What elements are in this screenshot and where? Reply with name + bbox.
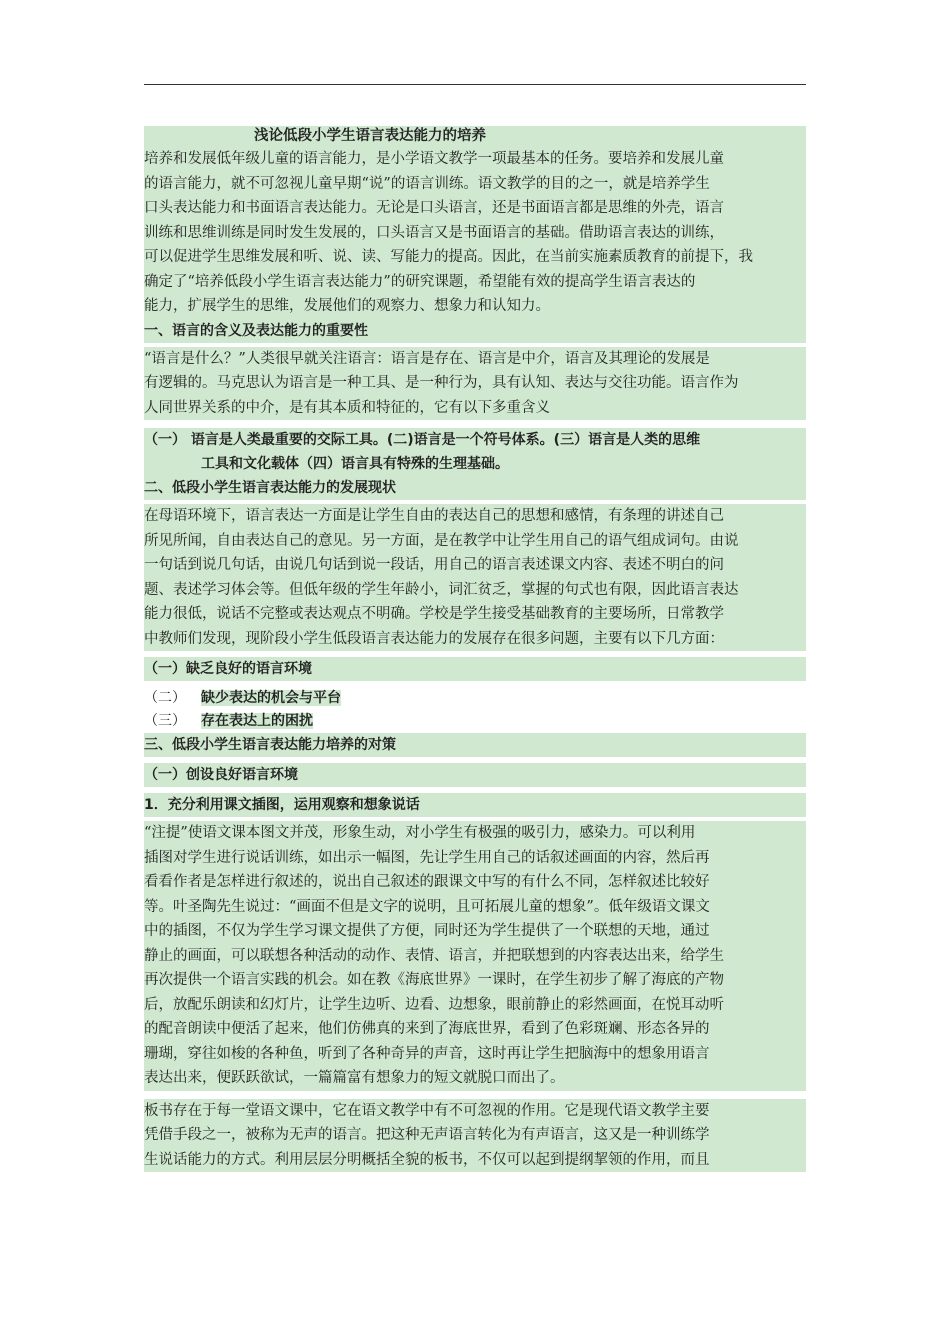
text-line: “语言是什么？”人类很早就关注语言：语言是存在、语言是中介，语言及其理论的发展是 (144, 350, 710, 367)
text-line: “注提”使语文课本图文并茂，形象生动，对小学生有极强的吸引力，感染力。可以利用 (144, 825, 696, 841)
text-line: 能力，扩展学生的思维，发展他们的观察力、想象力和认知力。 (144, 298, 550, 314)
sub-text: 存在表达上的困扰 (201, 713, 313, 729)
document-body (144, 126, 806, 1172)
document-title: 浅论低段小学生语言表达能力的培养 (144, 126, 806, 147)
section3-sub1: （一）创设良好语言环境 (144, 763, 806, 787)
text-line: 题、表述学习体会等。但低年级的学生年龄小，词汇贫乏，掌握的句式也有限，因此语言表达 (144, 581, 739, 598)
section3-heading: 三、低段小学生语言表达能力培养的对策 (144, 733, 806, 757)
section2-sub3 (144, 710, 806, 733)
text-line: 看看作者是怎样进行叙述的，说出自己叙述的跟课文中写的有什么不同，怎样叙述比较好 (144, 874, 710, 890)
text-line: 后，放配乐朗读和幻灯片，让学生边听、边看、边想象，眼前静止的彩然画面，在悦耳动听 (144, 996, 724, 1013)
section3-paragraph1 (144, 821, 806, 1091)
text-line: 口头表达能力和书面语言表达能力。无论是口头语言，还是书面语言都是思维的外壳，语言 (144, 200, 724, 216)
section2-sub1: （一）缺乏良好的语言环境 (144, 657, 806, 681)
text-line: 凭借手段之一，被称为无声的语言。把这种无声语言转化为有声语言，这又是一种训练学 (144, 1127, 710, 1143)
text-line: 所见所闻，自由表达自己的意见。另一方面，是在教学中让学生用自己的语气组成词句。由说 (144, 532, 739, 549)
section1-paragraph (144, 347, 806, 421)
text-line: 珊瑚，穿往如梭的各种鱼，听到了各种奇异的声音，这时再让学生把脑海中的想象用语言 (144, 1045, 710, 1062)
text-line: 确定了“培养低段小学生语言表达能力”的研究课题，希望能有效的提高学生语言表达的 (144, 273, 696, 290)
section3-paragraph2 (144, 1099, 806, 1173)
section2-sub2 (144, 687, 806, 710)
section2-heading: 二、低段小学生语言表达能力的发展现状 (144, 476, 806, 500)
header-rule (144, 84, 806, 85)
section1-heading: 一、语言的含义及表达能力的重要性 (144, 319, 806, 343)
text-line: 表达出来，便跃跃欲试，一篇篇富有想象力的短文就脱口而出了。 (144, 1070, 565, 1086)
text-line: 有逻辑的。马克思认为语言是一种工具、是一种行为，具有认知、表达与交往功能。语言作为 (144, 375, 739, 391)
text-line: 一句话到说几句话，由说几句话到说一段话，用自己的语言表述课文内容、表述不明白的问 (144, 557, 724, 573)
list-line: 工具和文化载体（四）语言具有特殊的生理基础。 (201, 456, 509, 472)
text-line: 中教师们发现，现阶段小学生低段语言表达能力的发展存在很多问题，主要有以下几方面： (144, 630, 724, 647)
text-line: 插图对学生进行说话训练，如出示一幅图，先让学生用自己的话叙述画面的内容，然后再 (144, 849, 710, 866)
text-line: 人同世界关系的中介，是有其本质和特征的，它有以下多重含义 (144, 399, 550, 416)
text-line: 的配音朗读中便活了起来，他们仿佛真的来到了海底世界，看到了色彩斑斓、形态各异的 (144, 1021, 710, 1037)
text-line: 培养和发展低年级儿童的语言能力，是小学语文教学一项最基本的任务。要培养和发展儿童 (144, 151, 724, 167)
text-line: 中的插图，不仅为学生学习课文提供了方便，同时还为学生提供了一个联想的天地，通过 (144, 923, 710, 939)
list-line: （一） 语言是人类最重要的交际工具。(二)语言是一个符号体系。(三）语言是人类的思维 (144, 432, 701, 448)
section3-point1: 1．充分利用课文插图，运用观察和想象说话 (144, 793, 806, 817)
sub-label: （二） (144, 690, 186, 706)
text-line: 静止的画面，可以联想各种活动的动作、表情、语言，并把联想到的内容表达出来，给学生 (144, 947, 724, 964)
text-line: 的语言能力，就不可忽视儿童早期“说”的语言训练。语文教学的目的之一，就是培养学生 (144, 175, 710, 192)
text-line: 能力很低，说话不完整或表达观点不明确。学校是学生接受基础教育的主要场所，日常教学 (144, 606, 724, 622)
text-line: 再次提供一个语言实践的机会。如在教《海底世界》一课时，在学生初步了解了海底的产物 (144, 972, 724, 988)
sub-text: 缺少表达的机会与平台 (201, 690, 341, 706)
text-line: 训练和思维训练是同时发生发展的，口头语言又是书面语言的基础。借助语言表达的训练， (144, 224, 724, 241)
text-line: 板书存在于每一堂语文课中，它在语文教学中有不可忽视的作用。它是现代语文教学主要 (144, 1102, 710, 1119)
text-line: 生说话能力的方式。利用层层分明概括全貌的板书，不仅可以起到提纲挈领的作用，而且 (144, 1151, 710, 1168)
section2-paragraph (144, 504, 806, 651)
text-line: 在母语环境下，语言表达一方面是让学生自由的表达自己的思想和感情，有条理的讲述自己 (144, 508, 724, 524)
text-line: 等。叶圣陶先生说过：“画面不但是文字的说明，且可拓展儿童的想象”。低年级语文课文 (144, 898, 710, 915)
intro-paragraph (144, 147, 806, 319)
sub-label: （三） (144, 713, 186, 729)
section1-list (144, 428, 806, 476)
text-line: 可以促进学生思维发展和听、说、读、写能力的提高。因此，在当前实施素质教育的前提下，我 (144, 249, 753, 265)
